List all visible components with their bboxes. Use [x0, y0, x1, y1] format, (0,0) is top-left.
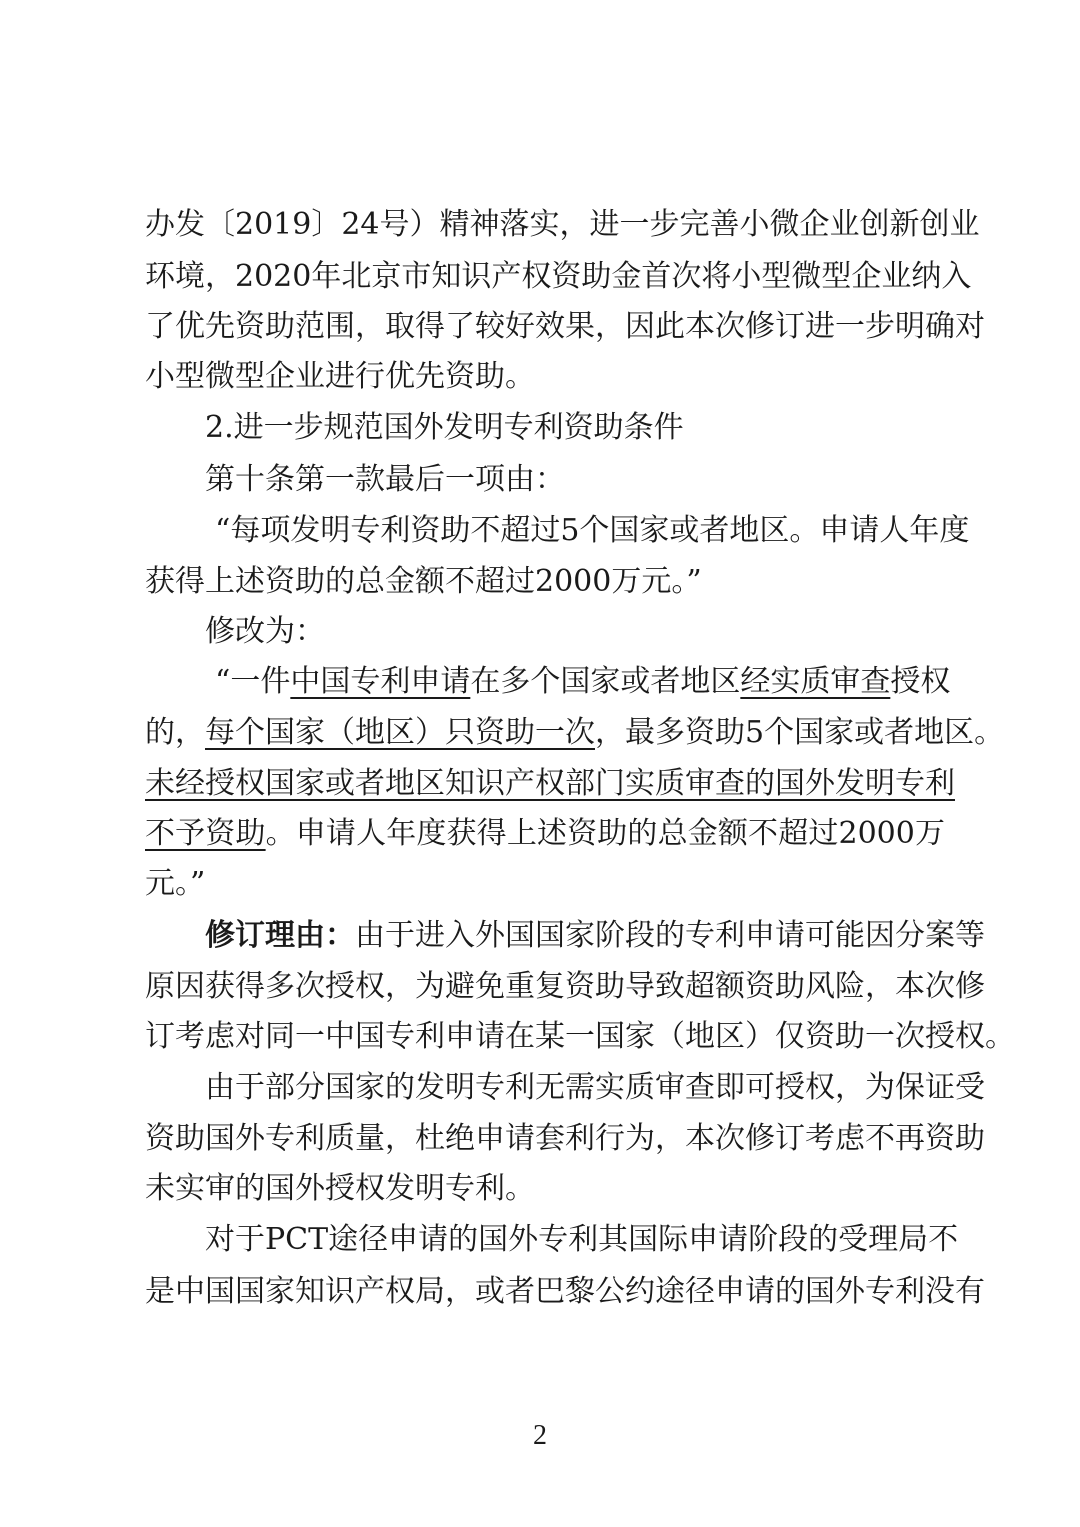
text-segment: ，最多资助5个国家或者地区。 — [595, 715, 1005, 750]
revised-clause-line-5 — [145, 864, 945, 904]
text-segment: “一件 — [215, 664, 291, 699]
text-segment: 授权 — [890, 664, 951, 699]
text-segment: 环境，2020年北京市知识产权资助金首次将小型微型企业纳入 — [145, 259, 972, 294]
revised-clause-line-3 — [145, 764, 955, 804]
text-line-20 — [145, 1169, 945, 1209]
revised-clause-line-2 — [145, 713, 1005, 753]
underlined-text: 每个国家（地区）只资助一次 — [205, 715, 595, 750]
text-segment: 由于进入外国国家阶段的专利申请可能因分案等 — [355, 918, 985, 953]
text-line-2 — [145, 257, 972, 297]
text-line-9 — [205, 612, 945, 652]
text-segment: 原因获得多次授权，为避免重复资助导致超额资助风险，本次修 — [145, 969, 985, 1004]
page-number: 2 — [533, 1420, 547, 1451]
text-segment: 资助国外专利质量，杜绝申请套利行为，本次修订考虑不再资助 — [145, 1121, 985, 1156]
text-line-22 — [145, 1272, 985, 1312]
text-segment: 对于PCT途径申请的国外专利其国际申请阶段的受理局不 — [205, 1222, 959, 1257]
text-line-4 — [145, 357, 945, 397]
text-segment: “每项发明专利资助不超过5个国家或者地区。申请人年度 — [215, 513, 970, 548]
revision-reason-line-3 — [145, 1017, 1015, 1057]
text-segment: 第十条第一款最后一项由： — [205, 462, 565, 497]
revised-clause-line-4 — [145, 814, 945, 854]
text-segment: 2.进一步规范国外发明专利资助条件 — [205, 410, 684, 445]
revision-reason-line-2 — [145, 967, 985, 1007]
text-segment: 。申请人年度获得上述资助的总金额不超过2000万 — [265, 816, 945, 851]
text-segment: 元。” — [145, 866, 206, 901]
underlined-text: 中国专利申请 — [290, 664, 471, 699]
text-segment: 办发〔2019〕24号）精神落实，进一步完善小微企业创新创业 — [145, 207, 980, 242]
text-segment: 获得上述资助的总金额不超过2000万元。” — [145, 564, 702, 599]
bold-label: 修订理由： — [205, 918, 355, 953]
text-line-19 — [145, 1119, 985, 1159]
text-segment: 是中国国家知识产权局，或者巴黎公约途径申请的国外专利没有 — [145, 1274, 985, 1309]
text-segment: 未实审的国外授权发明专利。 — [145, 1171, 535, 1206]
revision-reason-line-1 — [205, 916, 985, 956]
original-clause-line-2 — [145, 562, 945, 602]
revised-clause-line-1 — [215, 662, 951, 702]
underlined-text: 未经授权国家或者地区知识产权部门实质审查的国外发明专利 — [145, 766, 955, 801]
text-segment: 的， — [145, 715, 205, 750]
text-segment: 小型微型企业进行优先资助。 — [145, 359, 535, 394]
original-clause-line-1 — [215, 511, 970, 551]
text-line-18 — [205, 1068, 985, 1108]
text-line-3 — [145, 307, 985, 347]
text-segment: 修改为： — [205, 614, 325, 649]
text-segment: 在多个国家或者地区 — [470, 664, 741, 699]
underlined-text: 不予资助 — [145, 816, 266, 851]
section-heading — [205, 408, 945, 448]
text-line-1 — [145, 205, 980, 245]
text-line-6 — [205, 460, 945, 500]
underlined-text: 经实质审查 — [740, 664, 891, 699]
text-line-21 — [205, 1220, 959, 1260]
text-segment: 由于部分国家的发明专利无需实质审查即可授权，为保证受 — [205, 1070, 985, 1105]
text-segment: 了优先资助范围，取得了较好效果，因此本次修订进一步明确对 — [145, 309, 985, 344]
text-segment: 订考虑对同一中国专利申请在某一国家（地区）仅资助一次授权。 — [145, 1019, 1015, 1054]
